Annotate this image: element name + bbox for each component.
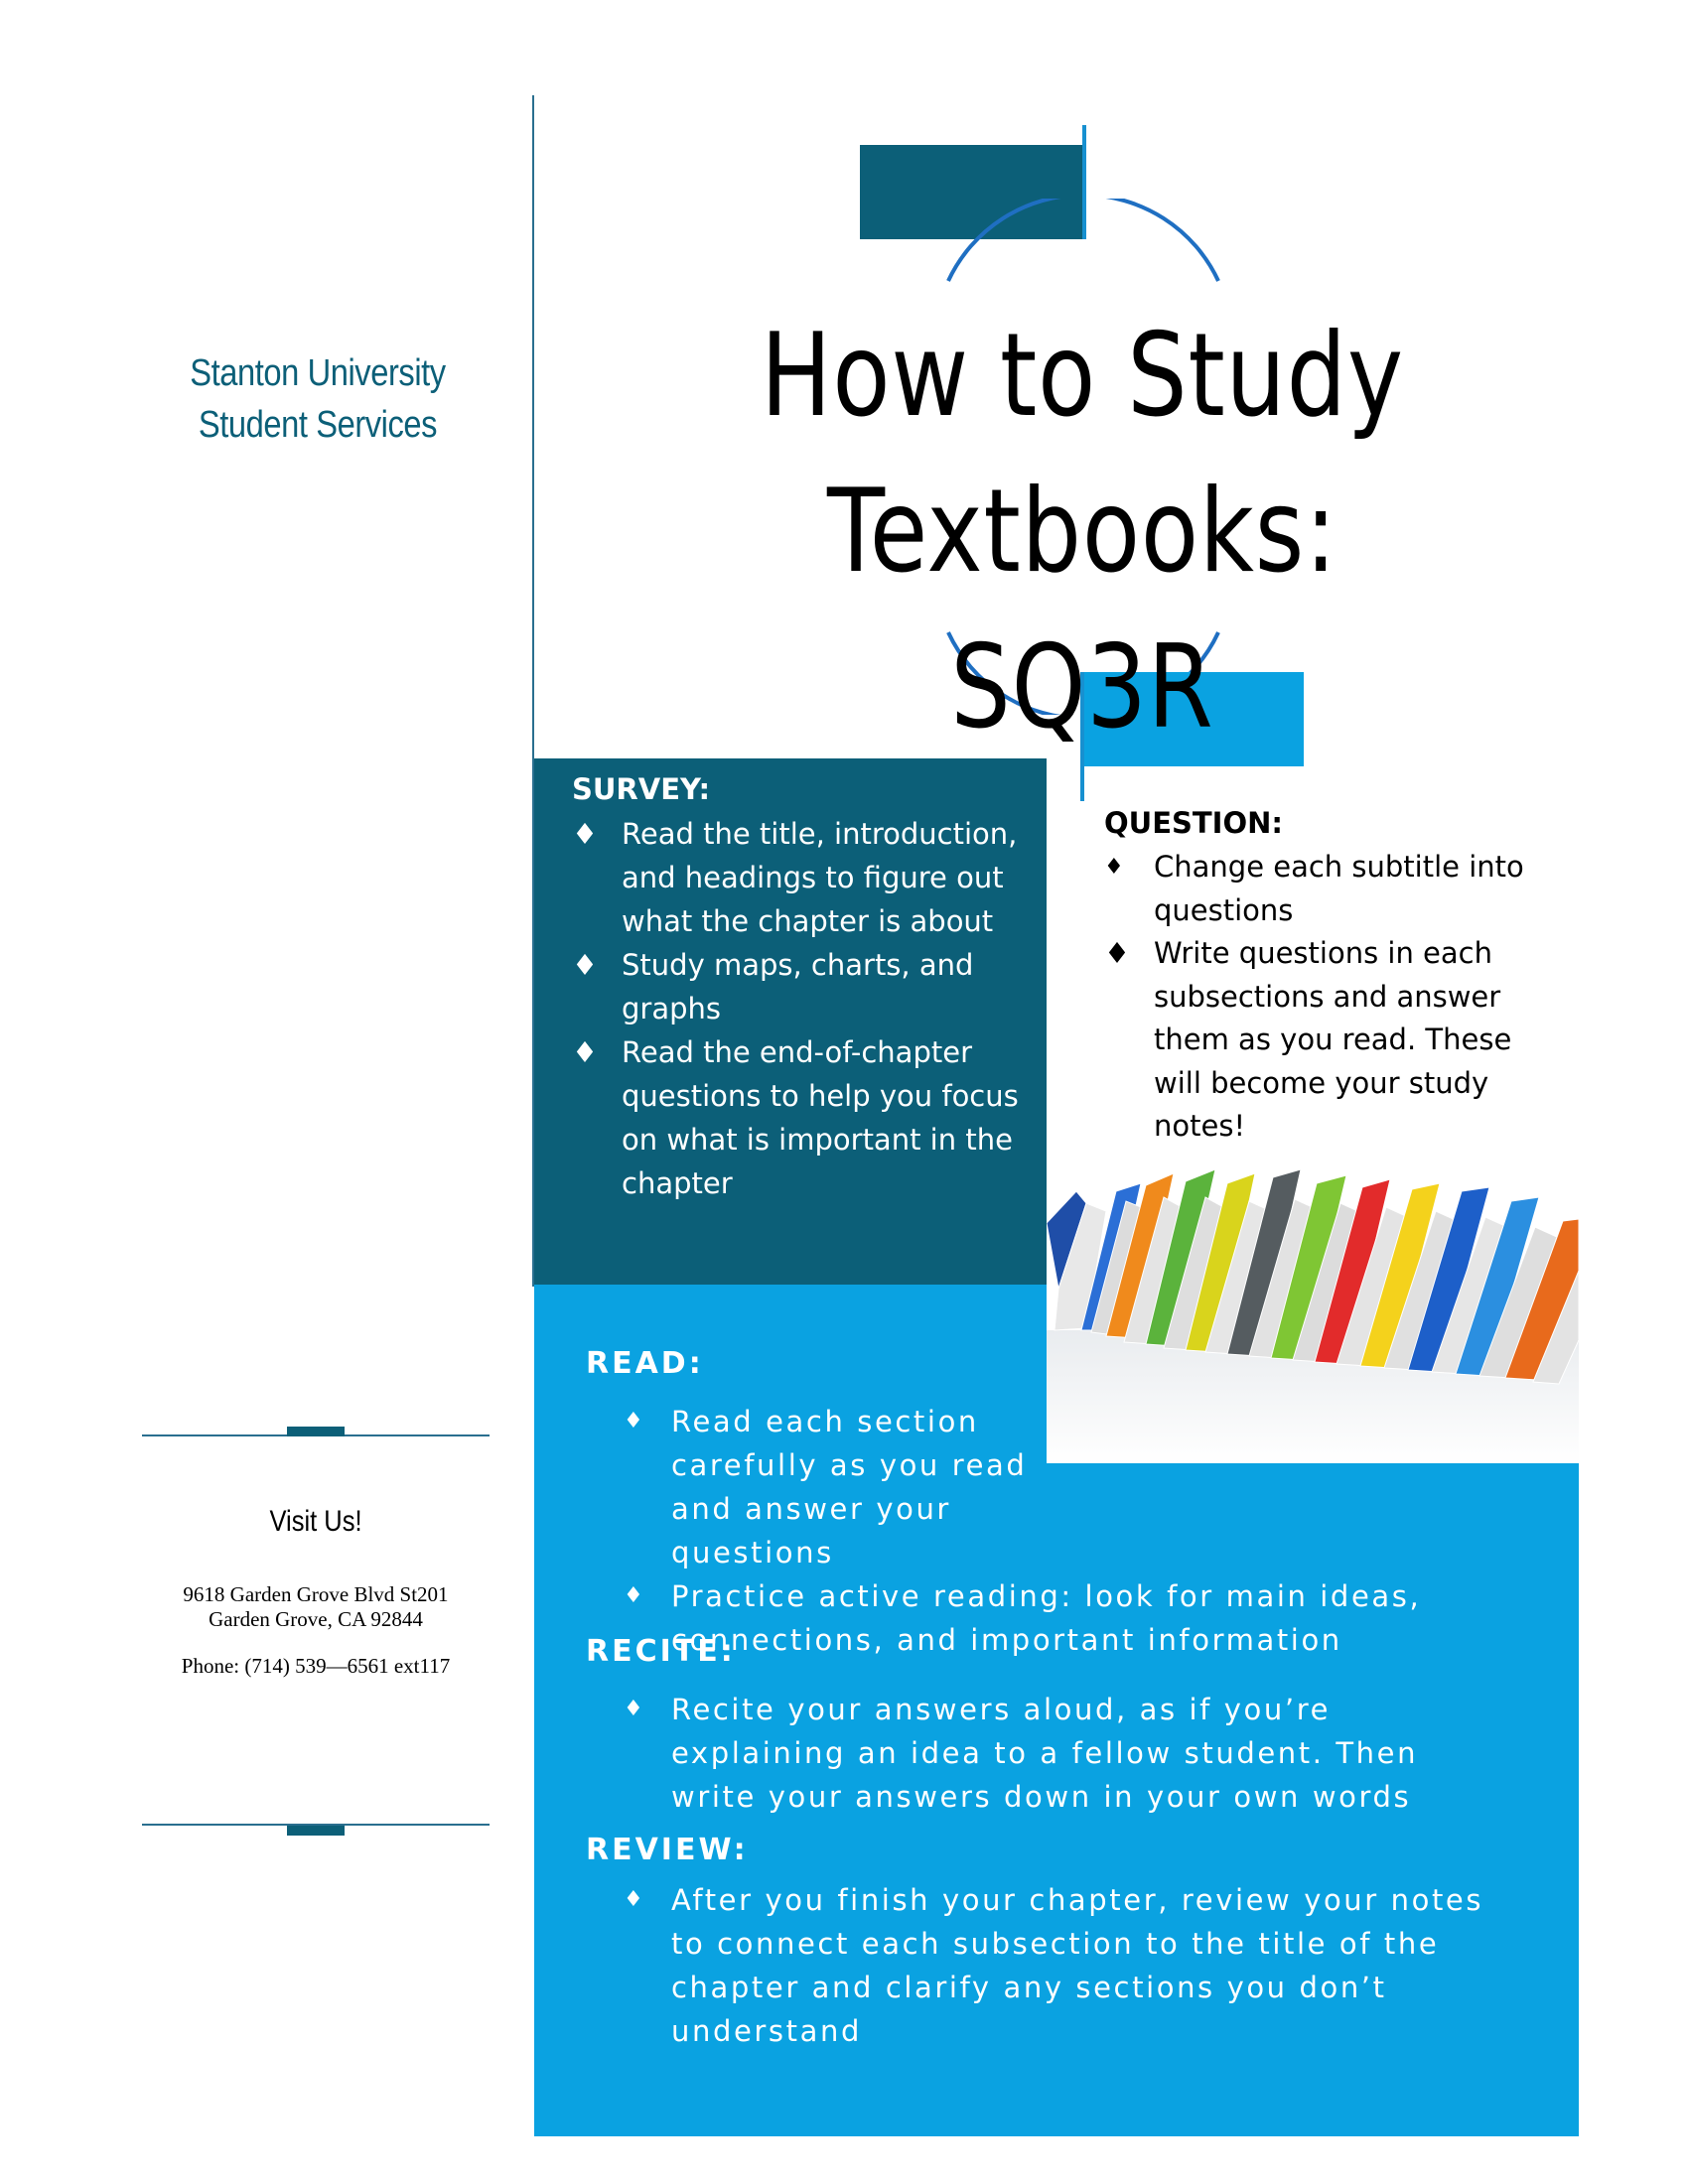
diamond-bullet-icon: ♦: [624, 1409, 646, 1433]
question-list: [1104, 846, 1541, 1149]
survey-item-text: Read the title, introduction, and headings to figure out what the chapter is about: [622, 817, 1018, 938]
diamond-bullet-icon: ♦: [572, 817, 598, 851]
diamond-bullet-icon: ♦: [572, 1035, 598, 1069]
page-title-line2: Textbooks: SQ3R: [826, 465, 1338, 754]
page-title: [716, 298, 1449, 765]
recite-list: [624, 1688, 1428, 1819]
phone-number: Phone: (714) 539—6561 ext117: [181, 1654, 451, 1678]
organization-name-line2: Student Services: [198, 404, 438, 446]
address-line2: Garden Grove, CA 92844: [209, 1607, 423, 1631]
read-heading: READ:: [586, 1346, 704, 1381]
diamond-bullet-icon: ♦: [624, 1697, 646, 1721]
read-list: [624, 1400, 1517, 1662]
organization-name: [173, 347, 463, 451]
question-item-text: Change each subtitle into questions: [1154, 850, 1524, 927]
visit-us-heading: Visit Us!: [269, 1505, 362, 1538]
question-item-text: Write questions in each subsections and answer them as you read. These will become your study notes!: [1154, 936, 1512, 1143]
review-heading: REVIEW:: [586, 1833, 749, 1867]
diamond-bullet-icon: ♦: [1104, 936, 1130, 970]
contact-bottom-rule-mark: [287, 1826, 345, 1836]
address-line1: 9618 Garden Grove Blvd St201: [183, 1582, 449, 1606]
list-item: [624, 1878, 1497, 2053]
recite-heading: RECITE:: [586, 1634, 736, 1669]
organization-name-line1: Stanton University: [190, 352, 446, 394]
list-item: [1104, 846, 1541, 932]
recite-item-text: Recite your answers aloud, as if you’re explaining an idea to a fellow student. Then write your answers down in your own words: [671, 1693, 1419, 1814]
survey-item-text: Read the end-of-chapter questions to help you focus on what is important in the chapter: [622, 1035, 1019, 1200]
review-list: [624, 1878, 1497, 2053]
review-item-text: After you finish your chapter, review your notes to connect each subsection to the title of the chapter and clarify any sections you don’t understand: [671, 1883, 1484, 2048]
list-item: [572, 1030, 1029, 1205]
list-item: [624, 1688, 1428, 1819]
diamond-bullet-icon: ♦: [624, 1583, 646, 1608]
diamond-bullet-icon: ♦: [572, 948, 598, 982]
diamond-bullet-icon: ♦: [1104, 855, 1124, 880]
list-item: [624, 1574, 1426, 1662]
read-item-text: Practice active reading: look for main ideas, connections, and important information: [671, 1579, 1422, 1657]
list-item: [572, 812, 1029, 943]
diamond-bullet-icon: ♦: [624, 1887, 646, 1912]
list-item: [624, 1400, 1029, 1574]
contact-top-rule-mark: [287, 1427, 345, 1436]
list-item: [572, 943, 1029, 1030]
survey-item-text: Study maps, charts, and graphs: [622, 948, 974, 1025]
title-arc-top: [948, 199, 1218, 281]
question-heading: QUESTION:: [1104, 806, 1283, 840]
survey-list: [572, 812, 1029, 1205]
survey-heading: SURVEY:: [572, 772, 711, 806]
list-item: [1104, 932, 1541, 1149]
page-title-line1: How to Study: [761, 309, 1404, 443]
read-item-text: Read each section carefully as you read and answer your questions: [671, 1405, 1028, 1570]
